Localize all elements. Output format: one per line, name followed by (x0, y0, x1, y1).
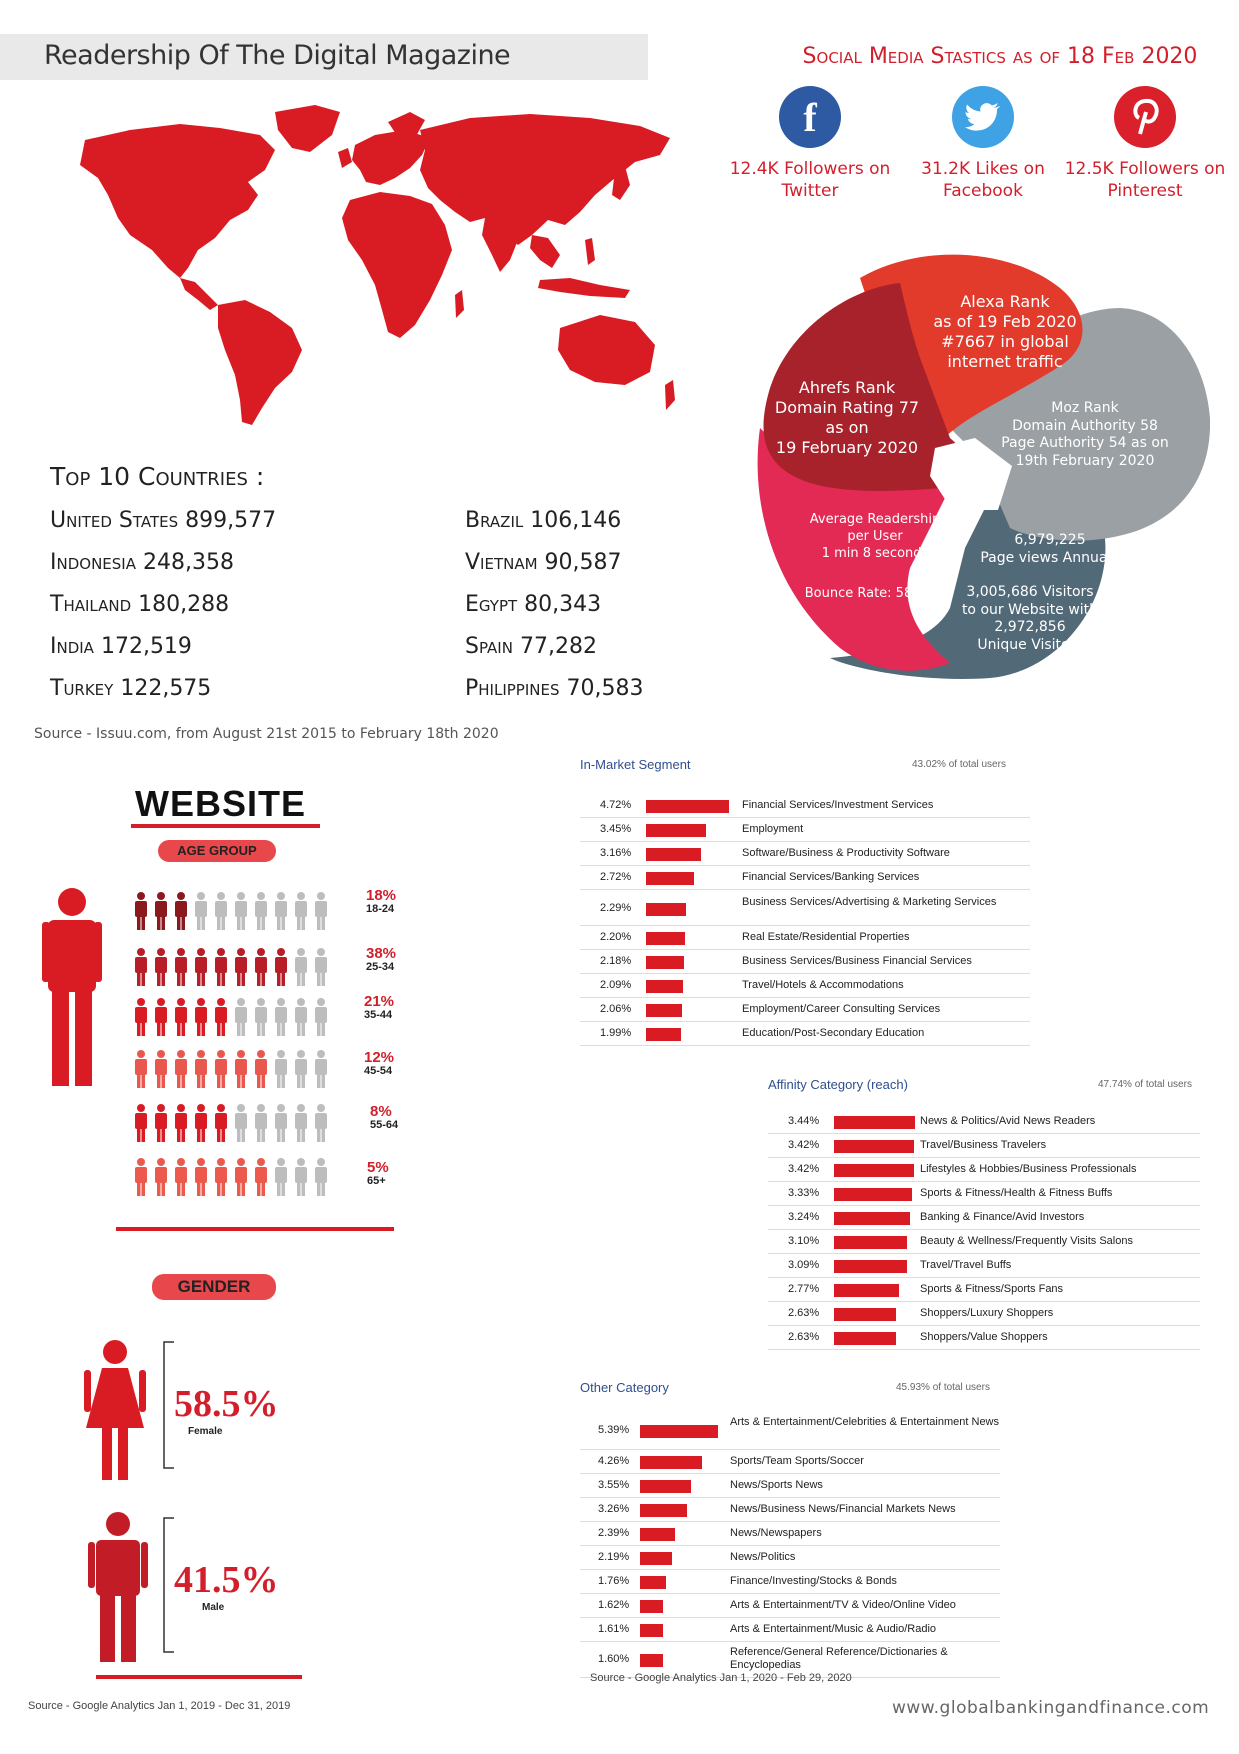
person-pictogram-icon (295, 1050, 307, 1088)
chart-row (580, 1450, 1000, 1474)
ring-moz-text: Moz Rank Domain Authority 58 Page Authority 54 as on 19th February 2020 (1001, 400, 1169, 469)
data-label: 2.77% (788, 1283, 820, 1295)
bar (640, 1600, 663, 1613)
gender-pill: GENDER (152, 1274, 276, 1300)
person-pictogram-icon (275, 1158, 287, 1196)
chart-subtitle: 43.02% of total users (912, 759, 1006, 770)
bar (834, 1164, 914, 1177)
category-label: News/Newspapers (730, 1527, 822, 1539)
category-label: News/Business News/Financial Markets News (730, 1503, 956, 1515)
person-pictogram-icon (255, 1104, 267, 1142)
category-label: Sports/Team Sports/Soccer (730, 1455, 864, 1467)
person-pictogram-icon (175, 1104, 187, 1142)
social-label-2: 31.2K Likes on Facebook (921, 159, 1045, 201)
person-pictogram-icon (175, 892, 187, 930)
person-pictogram-icon (315, 998, 327, 1036)
person-pictogram-icon (155, 948, 167, 986)
category-label: Arts & Entertainment/TV & Video/Online Video (730, 1599, 956, 1611)
category-label: Arts & Entertainment/Celebrities & Entertainment News (730, 1416, 1000, 1428)
age-label-2: 38% 25-34 (366, 945, 397, 973)
person-pictogram-icon (135, 1050, 147, 1088)
person-pictogram-icon (135, 948, 147, 986)
person-pictogram-icon (275, 892, 287, 930)
person-pictogram-icon (215, 1104, 227, 1142)
person-pictogram-icon (255, 1050, 267, 1088)
data-label: 4.72% (600, 799, 632, 811)
person-pictogram-icon (295, 1158, 307, 1196)
country-item: Indonesia 248,358 (50, 550, 234, 575)
chart-row (768, 1302, 1200, 1326)
bar (640, 1624, 663, 1637)
person-pictogram-icon (215, 948, 227, 986)
person-pictogram-icon (295, 892, 307, 930)
data-label: 3.26% (598, 1503, 630, 1515)
ring-ahrefs-text: Ahrefs Rank Domain Rating 77 as on 19 February 2020 (774, 378, 920, 457)
person-pictogram-icon (155, 1050, 167, 1088)
data-label: 2.63% (788, 1331, 820, 1343)
category-label: Travel/Travel Buffs (920, 1259, 1012, 1271)
ring-bounce-text: Bounce Rate: 58.30% (804, 586, 946, 601)
person-pictogram-icon (195, 1158, 207, 1196)
bar (646, 824, 706, 837)
person-pictogram-icon (135, 998, 147, 1036)
chart-row (580, 1618, 1000, 1642)
data-label: 2.19% (598, 1551, 630, 1563)
chart-row (580, 998, 1030, 1022)
person-pictogram-icon (195, 1050, 207, 1088)
country-item: United States 899,577 (50, 508, 277, 533)
bar (834, 1332, 896, 1345)
person-pictogram-icon (255, 948, 267, 986)
age-label-3: 21% 35-44 (364, 993, 395, 1021)
bar (640, 1425, 718, 1438)
person-pictogram-icon (155, 1158, 167, 1196)
chart-row (768, 1254, 1200, 1278)
country-item: Egypt 80,343 (465, 592, 602, 617)
data-label: 5.39% (598, 1424, 630, 1436)
bar (646, 848, 701, 861)
category-label: Finance/Investing/Stocks & Bonds (730, 1575, 897, 1587)
data-label: 2.72% (600, 871, 632, 883)
person-pictogram-icon (195, 998, 207, 1036)
bar (834, 1188, 912, 1201)
male-percentage: 41.5% (174, 1559, 279, 1601)
social-label-3: 12.5K Followers on Pinterest (1064, 159, 1226, 201)
bar (834, 1260, 907, 1273)
chart-subtitle: 45.93% of total users (896, 1382, 990, 1393)
person-pictogram-icon (135, 1158, 147, 1196)
chart-title: Other Category (580, 1380, 669, 1395)
chart-row (580, 794, 1030, 818)
data-label: 2.06% (600, 1003, 632, 1015)
chart-row (580, 892, 1030, 926)
person-pictogram-icon (255, 1158, 267, 1196)
footer-source: Source - Google Analytics Jan 1, 2020 - Feb 29, 2020 (590, 1672, 852, 1684)
category-label: Real Estate/Residential Properties (742, 931, 910, 943)
category-label: Travel/Hotels & Accommodations (742, 979, 904, 991)
person-pictogram-icon (215, 1158, 227, 1196)
category-label: Employment (742, 823, 804, 835)
person-pictogram-icon (195, 892, 207, 930)
data-label: 2.18% (600, 955, 632, 967)
age-label-6: 5% 65+ (367, 1159, 389, 1187)
data-label: 2.39% (598, 1527, 630, 1539)
person-pictogram-icon (215, 998, 227, 1036)
category-label: Banking & Finance/Avid Investors (920, 1211, 1085, 1223)
person-pictogram-icon (215, 1050, 227, 1088)
ring-readership-text: Average Readership per User 1 min 8 seconds (809, 512, 941, 561)
data-label: 3.44% (788, 1115, 820, 1127)
data-label: 3.10% (788, 1235, 820, 1247)
data-label: 3.16% (600, 847, 632, 859)
chart-subtitle: 47.74% of total users (1098, 1079, 1192, 1090)
male-icon (88, 1512, 148, 1662)
bar (646, 800, 729, 813)
category-label: Beauty & Wellness/Frequently Visits Salons (920, 1235, 1133, 1247)
country-item: Brazil 106,146 (465, 508, 622, 533)
chart-row (768, 1230, 1200, 1254)
category-label: Financial Services/Banking Services (742, 871, 920, 883)
data-label: 3.45% (600, 823, 632, 835)
facebook-icon: f (779, 86, 841, 148)
social-title: Social Media Stastics as of 18 Feb 2020 (802, 44, 1198, 69)
chart-row (580, 1522, 1000, 1546)
bar (640, 1480, 691, 1493)
country-item: Vietnam 90,587 (465, 550, 622, 575)
chart-row (580, 926, 1030, 950)
bar (640, 1576, 666, 1589)
category-label: Sports & Fitness/Health & Fitness Buffs (920, 1187, 1113, 1199)
chart-row (768, 1278, 1200, 1302)
person-pictogram-icon (235, 948, 247, 986)
category-label: Education/Post-Secondary Education (742, 1027, 925, 1039)
person-large-icon (42, 888, 102, 1088)
category-label: Business Services/Advertising & Marketing Services (742, 896, 997, 908)
chart-title: In-Market Segment (580, 757, 691, 772)
person-pictogram-icon (155, 998, 167, 1036)
data-label: 2.29% (600, 902, 632, 914)
country-item: Turkey 122,575 (50, 676, 212, 701)
chart-row (580, 1594, 1000, 1618)
person-pictogram-icon (295, 998, 307, 1036)
bar (646, 1028, 681, 1041)
age-label-4: 12% 45-54 (364, 1049, 395, 1077)
category-label: Software/Business & Productivity Software (742, 847, 950, 859)
country-item: India 172,519 (50, 634, 192, 659)
data-label: 3.55% (598, 1479, 630, 1491)
world-map (70, 100, 680, 435)
chart-title: Affinity Category (reach) (768, 1077, 908, 1092)
person-pictogram-icon (275, 948, 287, 986)
website-source: Source - Google Analytics Jan 1, 2019 - Dec 31, 2019 (28, 1700, 291, 1712)
person-pictogram-icon (295, 948, 307, 986)
age-label-1: 18% 18-24 (366, 887, 397, 915)
data-label: 1.60% (598, 1653, 630, 1665)
person-pictogram-icon (195, 1104, 207, 1142)
ring-visitors-text: 3,005,686 Visitors to our Website with 2,972,856 Unique Visitors (961, 584, 1099, 653)
website-underline (131, 824, 320, 828)
ring-pageviews-text: 6,979,225 Page views Annualy (980, 532, 1120, 566)
data-label: 4.26% (598, 1455, 630, 1467)
person-pictogram-icon (315, 1050, 327, 1088)
person-pictogram-icon (275, 998, 287, 1036)
twitter-icon (952, 86, 1014, 148)
chart-row (580, 1412, 1000, 1450)
female-label: Female (188, 1426, 223, 1437)
person-pictogram-icon (275, 1104, 287, 1142)
person-pictogram-icon (315, 948, 327, 986)
male-label: Male (202, 1602, 225, 1613)
data-label: 1.99% (600, 1027, 632, 1039)
person-pictogram-icon (155, 1104, 167, 1142)
person-pictogram-icon (315, 1158, 327, 1196)
page-title: Readership Of The Digital Magazine (44, 40, 511, 71)
bar (646, 932, 685, 945)
data-label: 2.63% (788, 1307, 820, 1319)
bar (834, 1308, 896, 1321)
person-pictogram-icon (135, 1104, 147, 1142)
person-pictogram-icon (315, 1104, 327, 1142)
data-label: 3.09% (788, 1259, 820, 1271)
female-icon (82, 1340, 148, 1480)
category-label: Shoppers/Luxury Shoppers (920, 1307, 1054, 1319)
bar (834, 1116, 915, 1129)
chart-row (580, 842, 1030, 866)
chart-row (768, 1134, 1200, 1158)
female-percentage: 58.5% (174, 1383, 279, 1425)
site-url: www.globalbankingandfinance.com (892, 1698, 1210, 1718)
chart-row (580, 1570, 1000, 1594)
category-label: News/Sports News (730, 1479, 823, 1491)
chart-row (580, 866, 1030, 890)
person-pictogram-icon (135, 892, 147, 930)
data-label: 1.61% (598, 1623, 630, 1635)
person-pictogram-icon (195, 948, 207, 986)
chart-row (580, 974, 1030, 998)
data-label: 3.24% (788, 1211, 820, 1223)
chart-row (580, 1546, 1000, 1570)
pinterest-icon (1114, 86, 1176, 148)
category-label: Sports & Fitness/Sports Fans (920, 1283, 1064, 1295)
person-pictogram-icon (235, 998, 247, 1036)
bar (640, 1456, 702, 1469)
person-pictogram-icon (155, 892, 167, 930)
age-pictogram (130, 882, 340, 1202)
ring-alexa-text: Alexa Rank as of 19 Feb 2020 #7667 in global internet traffic (933, 292, 1077, 371)
person-pictogram-icon (235, 892, 247, 930)
bar (640, 1528, 675, 1541)
data-label: 3.42% (788, 1139, 820, 1151)
bar (834, 1284, 899, 1297)
person-pictogram-icon (235, 1050, 247, 1088)
bar (646, 980, 683, 993)
chart-row (580, 1474, 1000, 1498)
bar (646, 956, 684, 969)
data-label: 2.09% (600, 979, 632, 991)
category-label: Travel/Business Travelers (920, 1139, 1047, 1151)
chart-row (768, 1158, 1200, 1182)
person-pictogram-icon (255, 892, 267, 930)
bar (834, 1236, 907, 1249)
country-item: Philippines 70,583 (465, 676, 644, 701)
social-facebook (725, 86, 895, 202)
person-pictogram-icon (175, 1050, 187, 1088)
chart-row (768, 1110, 1200, 1134)
social-twitter (898, 86, 1068, 202)
country-item: Spain 77,282 (465, 634, 597, 659)
bar (640, 1654, 663, 1667)
person-pictogram-icon (235, 1104, 247, 1142)
chart-row (580, 1022, 1030, 1046)
chart-row (768, 1206, 1200, 1230)
category-label: News & Politics/Avid News Readers (920, 1115, 1096, 1127)
data-label: 3.33% (788, 1187, 820, 1199)
chart-row (580, 818, 1030, 842)
social-pinterest (1060, 86, 1230, 202)
chart-row (580, 950, 1030, 974)
chart-row (768, 1182, 1200, 1206)
chart-row (768, 1326, 1200, 1350)
social-label-1: 12.4K Followers on Twitter (729, 159, 891, 201)
person-pictogram-icon (175, 948, 187, 986)
person-pictogram-icon (295, 1104, 307, 1142)
category-label: Reference/General Reference/Dictionaries & Encyclopedias (730, 1646, 948, 1671)
gender-divider (96, 1675, 302, 1679)
bar (646, 1004, 682, 1017)
person-pictogram-icon (275, 1050, 287, 1088)
category-label: Arts & Entertainment/Music & Audio/Radio (730, 1623, 937, 1635)
country-item: Thailand 180,288 (50, 592, 230, 617)
category-label: Financial Services/Investment Services (742, 799, 934, 811)
person-pictogram-icon (215, 892, 227, 930)
data-label: 3.42% (788, 1163, 820, 1175)
person-pictogram-icon (255, 998, 267, 1036)
bar (640, 1504, 687, 1517)
category-label: Business Services/Business Financial Services (742, 955, 972, 967)
bar (646, 903, 686, 916)
bar (834, 1140, 914, 1153)
person-pictogram-icon (175, 998, 187, 1036)
website-title: WEBSITE (135, 783, 307, 824)
category-label: Shoppers/Value Shoppers (920, 1331, 1048, 1343)
data-label: 2.20% (600, 931, 632, 943)
countries-title: Top 10 Countries : (50, 462, 265, 491)
countries-source: Source - Issuu.com, from August 21st 2015 to February 18th 2020 (34, 726, 499, 742)
person-pictogram-icon (235, 1158, 247, 1196)
person-pictogram-icon (315, 892, 327, 930)
age-label-5: 8% 55-64 (370, 1103, 399, 1131)
person-pictogram-icon (175, 1158, 187, 1196)
category-label: News/Politics (730, 1551, 796, 1563)
data-label: 1.76% (598, 1575, 630, 1587)
bar (646, 872, 694, 885)
chart-row (580, 1498, 1000, 1522)
bar (640, 1552, 672, 1565)
category-label: Lifestyles & Hobbies/Business Professionals (920, 1163, 1137, 1175)
category-label: Employment/Career Consulting Services (742, 1003, 941, 1015)
age-group-pill: AGE GROUP (158, 840, 276, 862)
data-label: 1.62% (598, 1599, 630, 1611)
bar (834, 1212, 910, 1225)
age-divider (116, 1227, 394, 1231)
